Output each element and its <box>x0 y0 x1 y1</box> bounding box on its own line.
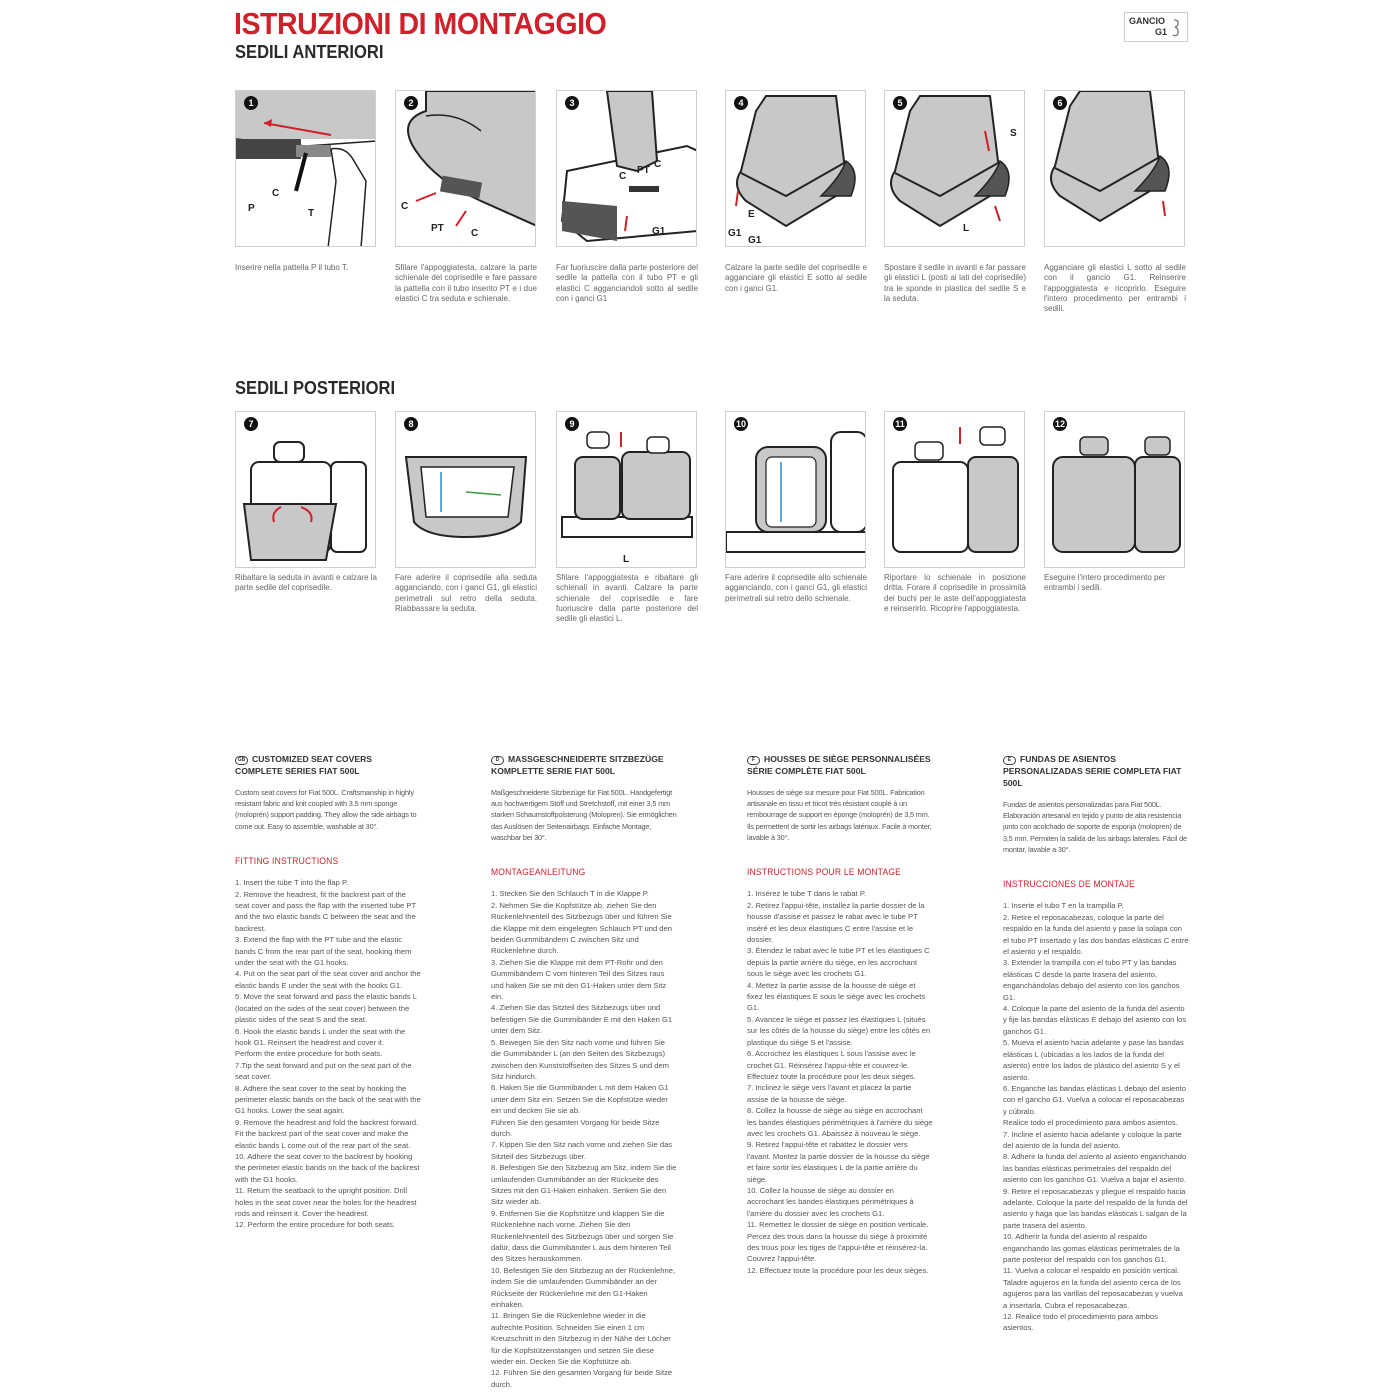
instruction-step: 7. Inclinez le siège vers l'avant et placez la partie assise de la housse de siège. <box>747 1083 912 1104</box>
part-label: S <box>1010 128 1017 139</box>
part-label: G1 <box>652 226 666 237</box>
instruction-step: 11. Bringen Sie die Rückenlehne wieder in die aufrechte Position. Schneiden Sie einen 1 cm Kreuzschnitt in den Sitzbezug in der Nähe der Löcher für die Kopfstützenstangen und setzen Sie diese wieder ein. Decken Sie die Kopfstütze ab. <box>491 1311 671 1367</box>
instruction-step: 1. Insert the tube T into the flap P. <box>235 878 349 888</box>
part-label: C <box>401 201 409 212</box>
step-illustration-6 <box>1044 90 1185 247</box>
part-label: C <box>272 188 280 199</box>
instruction-step: 12. Führen Sie den gesamten Vorgang für beide Sitze durch. <box>491 1368 673 1389</box>
instruction-step: 4. Put on the seat part of the seat cover and anchor the elastic bands E under the seat with the hooks G1. <box>235 969 421 990</box>
rear-seats-heading: SEDILI POSTERIORI <box>235 378 396 398</box>
part-label: P <box>248 203 255 214</box>
instruction-step: 5. Bewegen Sie den Sitz nach vorne und führen Sie die Gummibänder L (an den Seiten des Sitzbezugs) zwischen den Kunststoffseiten des Sitzes S und dem Sitz hindurch. <box>491 1037 669 1081</box>
step-caption: Agganciare gli elastici L sotto al sedile con il gancio G1. Reinserire l'appoggiatesta e ricoprirlo. Eseguire l'intero procedimento per entrambi i sedili. <box>1044 263 1186 314</box>
language-section-f <box>747 753 933 1276</box>
instruction-step: 8. Befestigen Sie den Sitzbezug am Sitz, indem Sie die umlaufenden Gummibänder an der Rückseite des Sitzes mit den G1-Haken einhaken. Senken Sie den Sitz wieder ab. <box>491 1163 677 1207</box>
section-title-text: CUSTOMIZED SEAT COVERS COMPLETE SERIES FIAT 500L <box>235 754 373 776</box>
instruction-list <box>1003 900 1189 1333</box>
instruction-step: 8. Collez la housse de siège au siège en accrochant les bandes élastiques périmétriques à l'arrière du siège avec les crochets G1. Abaissez à nouveau le siège. <box>747 1106 933 1138</box>
instruction-step: 6. Haken Sie die Gummibänder L mit dem Haken G1 unter dem Sitz ein. Setzen Sie die Kopfstütze wieder ein und decken Sie sie ab. Führen Sie den gesamten Vorgang für beide Sitze durch. <box>491 1083 669 1138</box>
step-number-badge: 9 <box>565 417 579 431</box>
seat-diagram <box>396 91 536 247</box>
step-number-badge: 12 <box>1054 419 1065 429</box>
instruction-step: 1. Stecken Sie den Schlauch T in die Klappe P. <box>491 889 649 899</box>
instruction-step: 8. Adhere the seat cover to the seat by hooking the perimeter elastic bands on the back of the seat with the G1 hooks. Lower the seat again. <box>235 1083 421 1116</box>
instruction-step: 7.Tip the seat forward and put on the seat part of the seat cover. <box>235 1060 412 1082</box>
instruction-step: 4. Ziehen Sie das Sitzteil des Sitzbezugs über und befestigen Sie die Gummibänder E mit den Haken G1 unter dem Sitz. <box>491 1003 673 1036</box>
seat-diagram <box>885 412 1025 568</box>
step-illustration-8 <box>395 411 536 568</box>
step-illustration-10 <box>725 411 866 568</box>
seat-diagram <box>1045 91 1185 247</box>
step-number-badge: 5 <box>893 96 907 110</box>
step-illustration-2 <box>395 90 536 247</box>
section-title <box>747 753 933 777</box>
section-title-text: MASSGESCHNEIDERTE SITZBEZÜGE KOMPLETTE SERIE FIAT 500L <box>491 754 664 776</box>
instruction-step: 6. Hook the elastic bands L under the seat with the hook G1. Reinsert the headrest and cover it. Perform the entire procedure for both seats. <box>235 1026 406 1059</box>
language-section-d <box>491 753 677 1390</box>
step-number-badge: 7 <box>244 417 258 431</box>
step-illustration-1 <box>235 90 376 247</box>
instruction-step: 2. Retire el reposacabezas, coloque la parte del respaldo en la funda del asiento y pase la solapa con el tubo PT insertado y las dos bandas elásticas C entre el asiento y el respaldo. <box>1003 912 1189 957</box>
step-caption: Eseguire l'intero procedimento per entrambi i sedili. <box>1044 573 1166 593</box>
hook-icon <box>1171 18 1181 38</box>
language-badge: GB <box>235 756 248 765</box>
section-title <box>491 753 677 777</box>
instruction-step: 3. Ziehen Sie die Klappe mit dem PT-Rohr und den Gummibändern C vom hinteren Teil des Sitzes raus und haken Sie sie mit den G1-Haken unter dem Sitz ein. <box>491 957 667 1002</box>
instructions-heading: INSTRUCCIONES DE MONTAJE <box>1003 879 1135 891</box>
step-number-badge: 3 <box>565 96 579 110</box>
section-title-text: FUNDAS DE ASIENTOS PERSONALIZADAS SERIE COMPLETA FIAT 500L <box>1003 754 1182 788</box>
part-label: C <box>654 159 662 170</box>
step-caption: Spostare il sedile in avanti e far passare gli elastici L (posti ai lati del coprisedile) tra le sponde in plastica del sedile S e la seduta. <box>884 263 1026 303</box>
instruction-step: 5. Avancez le siège et passez les élastiques L (situés sur les côtés de la housse du siège) entre les côtés en plastique du siège S et l'assise. <box>747 1014 931 1047</box>
seat-diagram <box>1045 412 1185 568</box>
step-illustration-3 <box>556 90 697 247</box>
step-caption: Ribaltare la seduta in avanti e calzare la parte sedile del coprisedile. <box>235 573 377 593</box>
product-description: Custom seat covers for Fiat 500L. Craftsmanship in highly resistant fabric and knit coupled with 3.5 mm sponge (moloprén) support padding. They allow the side airbags to come out. Easy to assemble, washable at 30°. <box>235 788 417 831</box>
part-label: L <box>963 223 970 234</box>
instruction-step: 2. Remove the headrest, fit the backrest part of the seat cover and pass the flap with the inserted tube PT and the two elastic bands C between the seat and the backrest. <box>235 889 416 933</box>
step-caption: Fare aderire il coprisedile allo schienale agganciando, con i ganci G1, gli elastici perimetrali sul retro dello schienale. <box>725 573 867 603</box>
part-label: T <box>308 208 315 219</box>
instruction-step: 6. Enganche las bandas elásticas L debajo del asiento con el gancho G1. Vuelva a colocar el reposacabezas y cúbralo. Realice todo el procedimiento para ambos asientos. <box>1003 1083 1186 1128</box>
instruction-step: 2. Retirez l'appui-tête, installez la partie dossier de la housse d'assise et passez le rabat avec le tube PT inséré et les deux élastiques C entre l'assise et le dossier. <box>747 900 925 945</box>
instructions-heading: FITTING INSTRUCTIONS <box>235 855 339 867</box>
hook-legend-label: GANCIO <box>1129 16 1165 26</box>
step-caption: Sfilare l'appoggiatesta e ribaltare gli schienali in avanti. Calzare la parte schienale del coprisedile e fare fuoriuscire dalla parte posteriore del sedile gli elastici L. <box>556 573 698 624</box>
instruction-step: 8. Adherir la funda del asiento al asiento enganchando las bandas elásticas perimetrales del respaldo del asiento con los ganchos G1. Vuelva a bajar el asiento. <box>1003 1152 1187 1185</box>
instruction-step: 10. Adhere the seat cover to the backrest by hooking the perimeter elastic bands on the back of the backrest with the G1 hooks. <box>235 1151 420 1184</box>
instruction-step: 12. Perform the entire procedure for both seats. <box>235 1220 395 1230</box>
instruction-step: 5. Move the seat forward and pass the elastic bands L (located on the sides of the seat cover) between the plastic sides of the seat S and the seat. <box>235 992 417 1025</box>
front-seats-heading: SEDILI ANTERIORI <box>235 42 384 62</box>
instruction-step: 4. Mettez la partie assise de la housse de siège et fixez les élastiques E sous le siège avec les crochets G1. <box>747 980 926 1013</box>
instruction-step: 5. Mueva el asiento hacia adelante y pase las bandas elásticas L (ubicadas a los lados de la funda del asiento) entre los lados de plástico del asiento S y el asiento. <box>1003 1038 1184 1082</box>
product-description: Fundas de asientos personalizadas para Fiat 500L. Elaboración artesanal en tejido y punto de alta resistencia junto con acolchado de soporte de esponja (molopren) de 3,5 mm. Permiten la salida de los airbags laterales. Fácil de montar, lavable a 30°. <box>1003 800 1187 854</box>
section-title <box>235 753 421 777</box>
step-number-badge: 1 <box>244 96 258 110</box>
instruction-step: 3. Extend the flap with the PT tube and the elastic bands C from the rear part of the seat, hooking them under the seat with the G1 hooks. <box>235 935 412 968</box>
instruction-step: 9. Remove the headrest and fold the backrest forward. Fit the backrest part of the seat cover and make the elastic bands L come out of the rear part of the seat. <box>235 1117 419 1150</box>
step-illustration-5 <box>884 90 1025 247</box>
instruction-step: 6. Accrochez les élastiques L sous l'assise avec le crochet G1. Réinsérez l'appui-tête et couvrez-le. Effectuez toute la procédure pour les deux sièges. <box>747 1049 916 1081</box>
seat-diagram <box>885 91 1025 247</box>
seat-diagram <box>726 91 866 247</box>
instruction-step: 12. Realice todo el procedimiento para ambos asientos. <box>1003 1312 1158 1333</box>
instruction-step: 10. Befestigen Sie den Sitzbezug an der Rückenlehne, indem Sie die umlaufenden Gummibänder an der Rückseite der Rückenlehne mit den G1-Haken einhaken. <box>491 1265 676 1310</box>
instruction-step: 7. Incline el asiento hacia adelante y coloque la parte del asiento de la funda del asiento. <box>1003 1129 1182 1150</box>
instruction-list <box>747 888 933 1276</box>
hook-legend-code: G1 <box>1155 27 1168 37</box>
instruction-step: 2. Nehmen Sie die Kopfstütze ab, ziehen Sie den Rückenlehnenteil des Sitzbezugs über und führen Sie die Klappe mit dem eingelegten Schlauch PT und den beiden Gummibändern C zwischen Sitz und Rückenlehne durch. <box>491 900 672 956</box>
instruction-step: 4. Coloque la parte del asiento de la funda del asiento y fije las bandas elásticas E debajo del asiento con los ganchos G1. <box>1003 1004 1187 1036</box>
instruction-step: 9. Entfernen Sie die Kopfstütze und klappen Sie die Rückenlehne nach vorne. Ziehen Sie den Rückenlehnenteil des Sitzbezugs über und sorgen Sie dafür, dass die Gummibänder L aus dem hinteren Teil des Sitzes herauskommen. <box>491 1208 674 1264</box>
section-title <box>1003 753 1189 789</box>
step-number-badge: 2 <box>404 96 418 110</box>
seat-diagram <box>557 91 697 247</box>
step-caption: Sfilare l'appoggiatesta, calzare la parte schienale del coprisedile e fare passare la pattella con il tubo inserito PT e i due elastici C tra seduta e schienale. <box>395 263 537 303</box>
instruction-step: 9. Retire el reposacabezas y pliegue el respaldo hacia adelante. Coloque la parte del respaldo de la funda del asiento y haga que las bandas elásticas L salgan de la parte trasera del asiento. <box>1003 1186 1188 1230</box>
instruction-step: 1. Inserte el tubo T en la trampilla P. <box>1003 901 1124 911</box>
seat-diagram <box>557 412 697 568</box>
step-caption: Inserire nella pattella P il tubo T. <box>235 263 349 272</box>
step-illustration-7 <box>235 411 376 568</box>
step-illustration-11 <box>884 411 1025 568</box>
seat-diagram <box>726 412 866 568</box>
part-label: C <box>619 171 627 182</box>
language-badge: D <box>491 756 504 765</box>
step-number-badge: 8 <box>404 417 418 431</box>
step-caption: Riportare lo schienale in posizione dritta. Forare il coprisedile in prossimità dei buchi per le aste dell'appoggiatesta e reinserirlo. Ricoprire l'appoggiatesta. <box>884 573 1026 613</box>
seat-diagram <box>236 412 376 568</box>
step-number-badge: 10 <box>735 419 746 429</box>
product-description: Maßgeschneiderte Sitzbezüge für Fiat 500L. Handgefertigt aus hochwertigem Stoff und Stretchstoff, mit einer 3,5 mm starken Schaumstoffpolsterung (Molopren). Sie ermöglichen das Auslösen der Seitenairbags. Einfache Montage, waschbar bei 30°. <box>491 788 677 842</box>
step-caption: Far fuoriuscire dalla parte posteriore del sedile la pattella con il tubo PT e gli elastici C agganciandoli sotto al sedile con i ganci G1 <box>556 263 698 303</box>
instruction-list <box>235 877 421 1231</box>
part-label: G1 <box>728 228 742 239</box>
part-label: C <box>471 228 479 239</box>
language-badge: F <box>747 756 760 765</box>
part-label: PT <box>431 223 444 234</box>
instruction-step: 10. Adherir la funda del asiento al respaldo enganchando las gomas elásticas perimetrales de la parte posterior del respaldo con los ganchos G1. <box>1003 1232 1180 1265</box>
instruction-list <box>491 888 677 1390</box>
product-description: Housses de siège sur mesure pour Fiat 500L. Fabrication artisanale en tissu et tricot très résistant couplé à un rembourrage de support en éponge (moloprén) de 3,5 mm. Ils permettent de sortir les airbags latéraux. Facile à monter, lavable à 30°. <box>747 788 932 842</box>
hook-legend <box>1124 12 1188 42</box>
language-section-e <box>1003 753 1189 1334</box>
instruction-step: 11. Return the seatback to the upright position. Drill holes in the seat cover near the holes for the headrest rods and reinsert it. Cover the headrest. <box>235 1186 417 1218</box>
instruction-step: 3. Extender la trampilla con el tubo PT y las bandas elásticas C desde la parte trasera del asiento, enganchándolas debajo del asiento con los ganchos G1. <box>1003 958 1180 1002</box>
instructions-heading: INSTRUCTIONS POUR LE MONTAGE <box>747 867 902 879</box>
step-number-badge: 6 <box>1053 96 1067 110</box>
step-illustration-12 <box>1044 411 1185 568</box>
instruction-step: 11. Vuelva a colocar el respaldo en posición vertical. Taladre agujeros en la funda del asiento cerca de los agujeros para las varillas del reposacabezas y vuelva a insertarla. Cubra el reposacabezas. <box>1003 1266 1183 1310</box>
part-label: G1 <box>748 235 762 246</box>
page-title: ISTRUZIONI DI MONTAGGIO <box>234 6 607 41</box>
instruction-step: 9. Retirez l'appui-tête et rabattez le dossier vers l'avant. Montez la partie dossier de la housse du siège et faire sortir les élastiques L de la partie arrière du siège. <box>747 1140 930 1184</box>
instruction-step: 7. Kippen Sie den Sitz nach vorne und ziehen Sie das Sitzteil des Sitzbezugs über. <box>491 1140 673 1161</box>
step-illustration-4 <box>725 90 866 247</box>
instruction-step: 3. Étendez le rabat avec le tube PT et les élastiques C depuis la partie arrière du siège, en les accrochant sous le siège avec les crochets G1. <box>747 946 930 979</box>
part-label: E <box>748 209 755 220</box>
step-caption: Fare aderire il coprisedile alla seduta agganciando, con i ganci G1, gli elastici perimetrali sul retro della seduta. Riabbassare la seduta. <box>395 573 537 613</box>
step-caption: Calzare la parte sedile del coprisedile e agganciare gli elastici E sotto al sedile con i ganci G1. <box>725 263 867 293</box>
instruction-step: 1. Insérez le tube T dans le rabat P. <box>747 889 867 899</box>
language-badge: E <box>1003 756 1016 765</box>
part-label: PT <box>637 165 650 176</box>
instruction-step: 12. Effectuez toute la procédure pour les deux sièges. <box>747 1265 929 1275</box>
section-title-text: HOUSSES DE SIÈGE PERSONNALISÉES SÉRIE COMPLÈTE FIAT 500L <box>747 754 931 776</box>
language-section-gb <box>235 753 421 1231</box>
instruction-step: 10. Collez la housse de siège au dossier en accrochant les bandes élastiques périmétriques à l'arrière du dossier avec les crochets G1. <box>747 1185 914 1218</box>
step-illustration-9 <box>556 411 697 568</box>
step-number-badge: 4 <box>734 96 748 110</box>
part-label: L <box>623 554 630 565</box>
step-number-badge: 11 <box>893 417 907 431</box>
seat-diagram <box>236 91 376 247</box>
seat-diagram <box>396 412 536 568</box>
instructions-heading: MONTAGEANLEITUNG <box>491 867 586 879</box>
instruction-step: 11. Remettez le dossier de siège en position verticale. Percez des trous dans la housse du siège à proximité des trous pour les tiges de l'appui-tête et réinsérez-la. Couvrez l'appui-tête. <box>747 1220 929 1264</box>
